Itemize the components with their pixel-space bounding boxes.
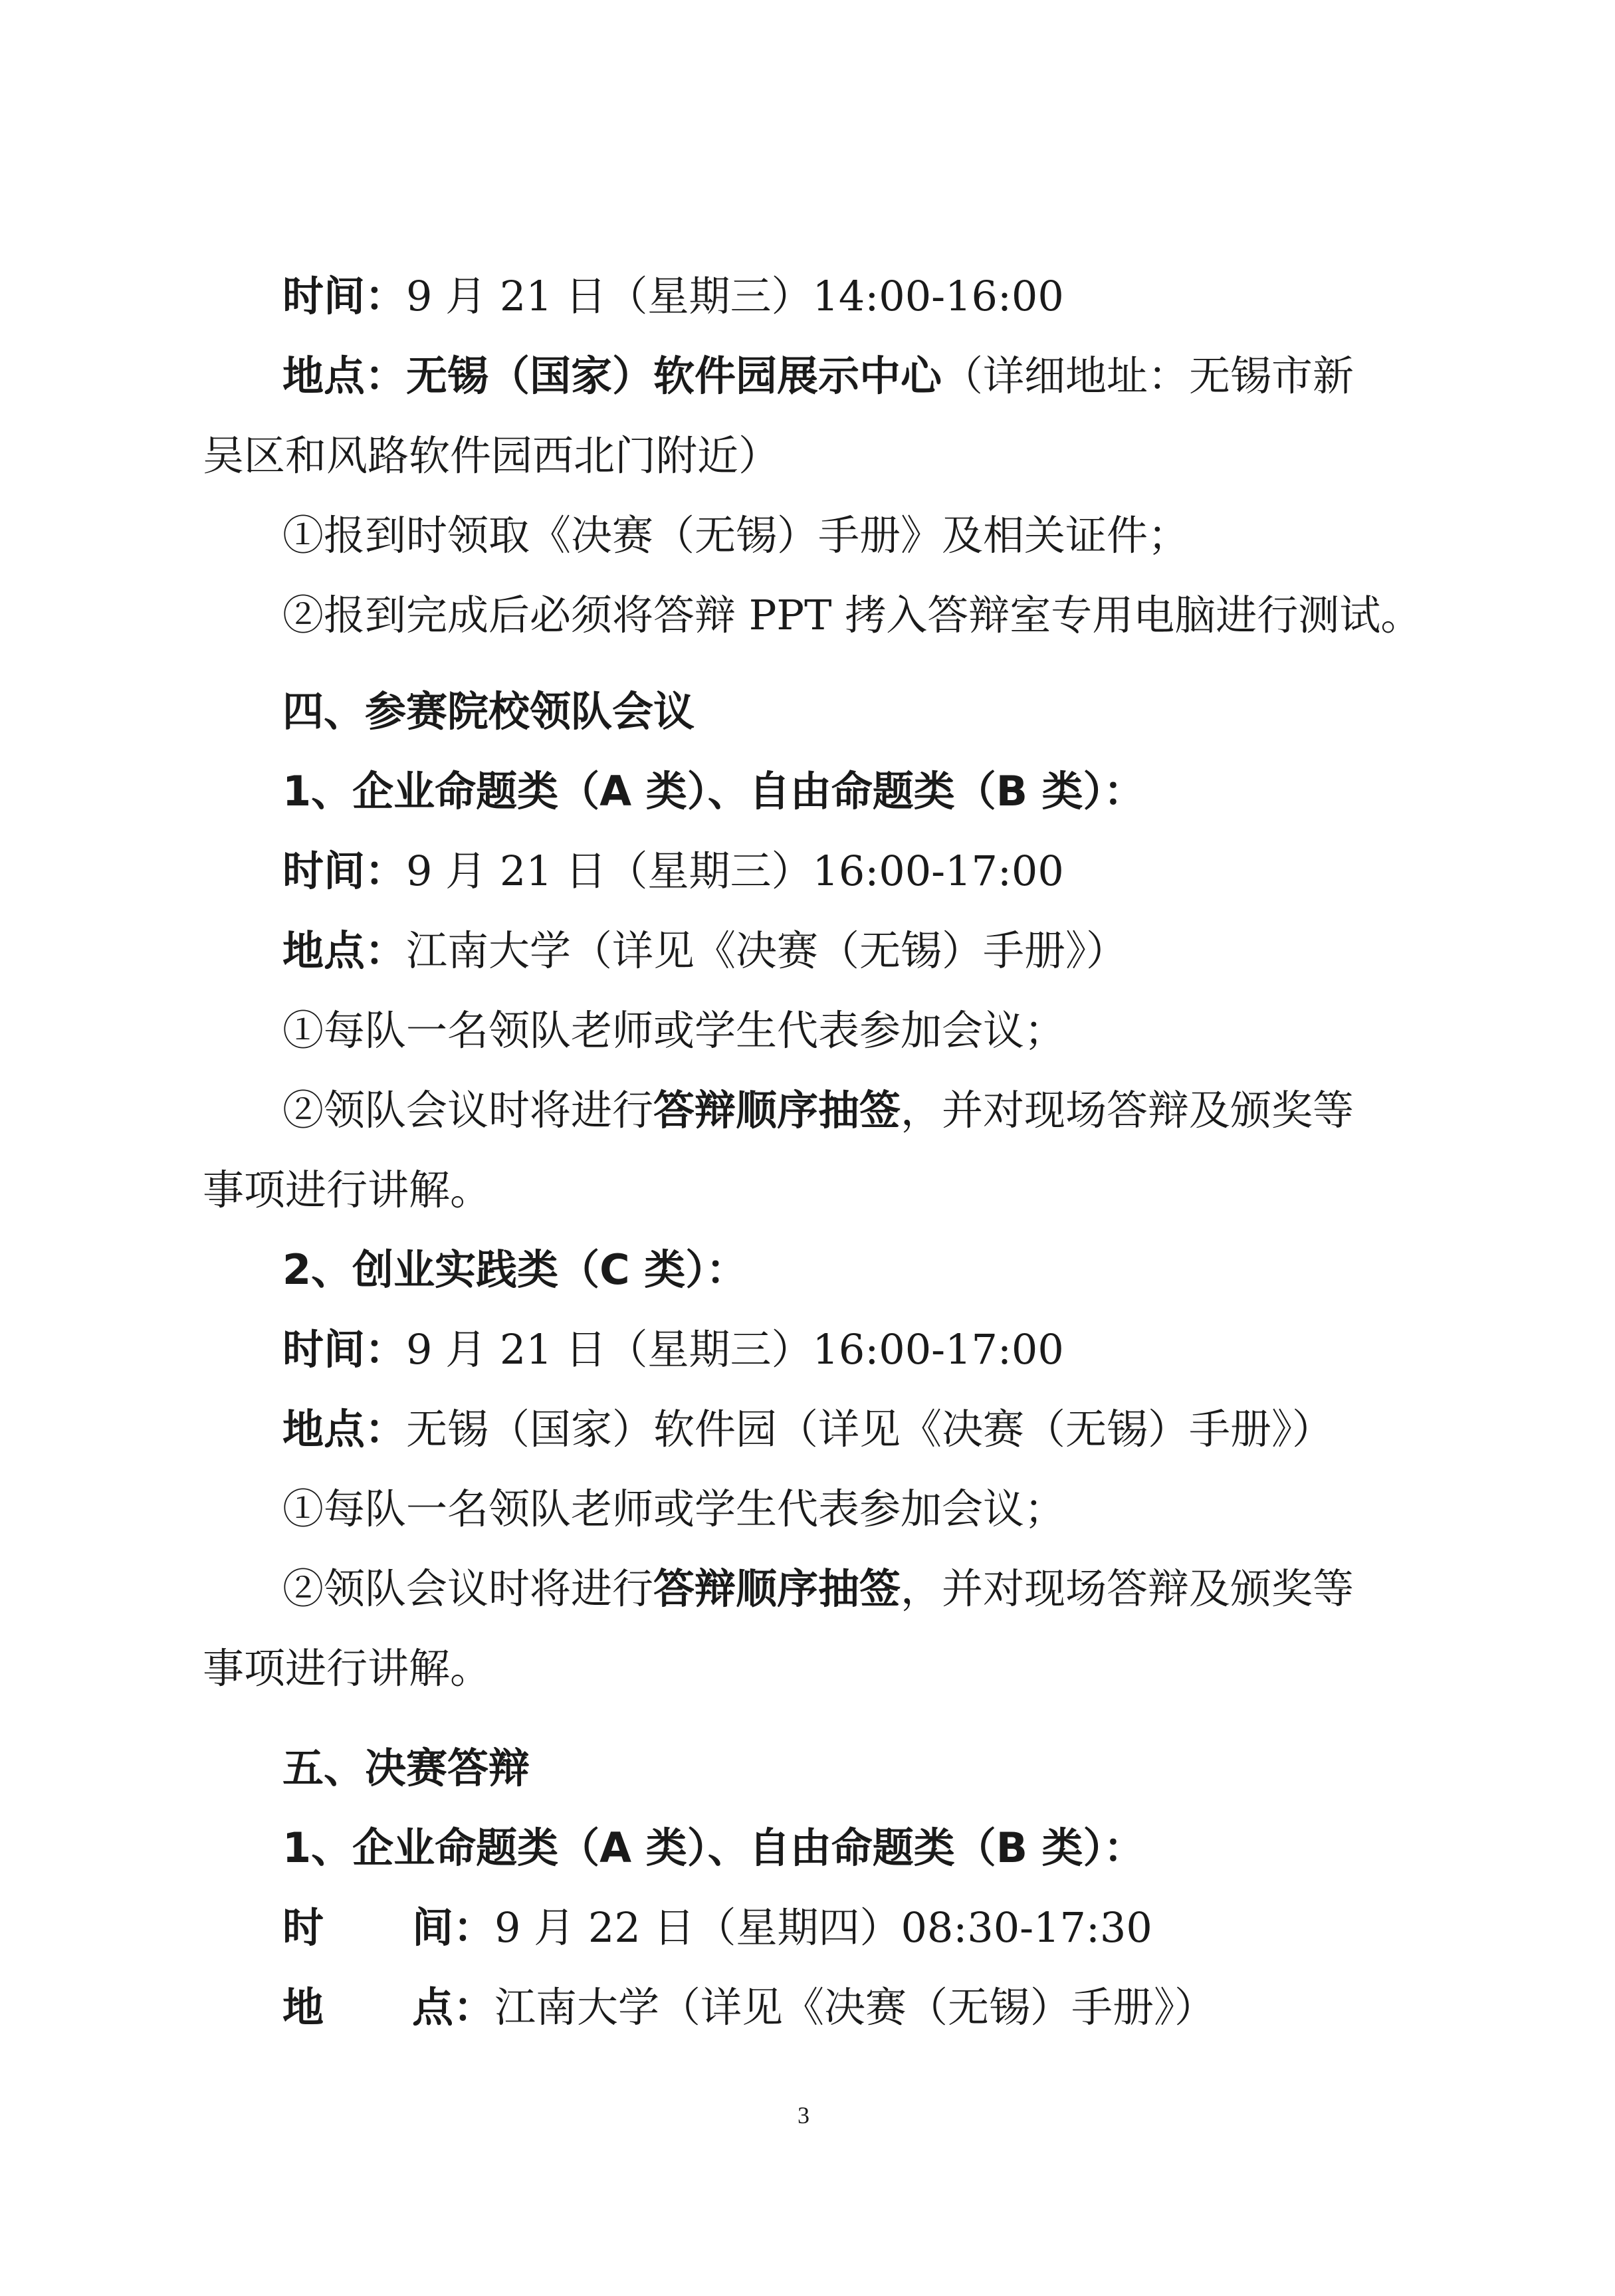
place-label: 地点： bbox=[282, 352, 407, 400]
place-value: 江南大学（详见《决赛（无锡）手册》） bbox=[406, 926, 1128, 975]
section-4-sub1-title bbox=[282, 767, 1145, 815]
registration-note-1 bbox=[282, 511, 1190, 560]
subheading-text: 1、企业命题类（A 类）、自由命题类（B 类）： bbox=[282, 1824, 1145, 1872]
note-text-post: ，并对现场答辩及颁奖等 bbox=[901, 1086, 1354, 1134]
time-value: 9 月 21 日（星期三）16:00-17:00 bbox=[406, 1325, 1064, 1374]
time-value: 9 月 22 日（星期四）08:30-17:30 bbox=[494, 1903, 1152, 1952]
time-label: 时间： bbox=[282, 847, 407, 895]
place-label-first-char: 地 bbox=[282, 1983, 324, 2032]
place-cont-text: 吴区和风路软件园西北门附近） bbox=[203, 431, 780, 480]
section-5-sub1-time bbox=[282, 1903, 1152, 1952]
section-4-sub2-time bbox=[282, 1325, 1064, 1374]
registration-time-line bbox=[282, 272, 1064, 320]
time-value: 9 月 21 日（星期三）14:00-16:00 bbox=[406, 272, 1064, 320]
note-text-cont: 事项进行讲解。 bbox=[203, 1166, 492, 1214]
registration-note-2 bbox=[282, 591, 1422, 639]
section-4-sub2-title bbox=[282, 1245, 748, 1294]
time-label: 时间： bbox=[282, 272, 407, 320]
section-4-sub1-note-2-cont bbox=[203, 1166, 492, 1214]
section-4-sub2-note-1 bbox=[282, 1485, 1066, 1533]
section-4-sub2-note-2-cont bbox=[203, 1644, 492, 1693]
place-value-bold: 无锡（国家）软件园展示中心 bbox=[406, 352, 942, 400]
note-text-bold: 答辩顺序抽签 bbox=[653, 1564, 901, 1613]
page-number: 3 bbox=[798, 2102, 809, 2129]
time-value: 9 月 21 日（星期三）16:00-17:00 bbox=[406, 847, 1064, 895]
note-text-post: ，并对现场答辩及颁奖等 bbox=[901, 1564, 1354, 1613]
section-4-sub1-note-2 bbox=[282, 1086, 1354, 1134]
note-text-cont: 事项进行讲解。 bbox=[203, 1644, 492, 1693]
section-4-sub1-note-1 bbox=[282, 1006, 1066, 1055]
place-label-second-char: 点： bbox=[412, 1983, 495, 2032]
time-label-second-char: 间： bbox=[412, 1903, 495, 1952]
section-5-sub1-place bbox=[282, 1983, 1216, 2032]
note-text: ①每队一名领队老师或学生代表参加会议； bbox=[282, 1006, 1066, 1055]
section-4-heading bbox=[282, 687, 695, 736]
place-label: 地点： bbox=[282, 1405, 407, 1453]
section-5-sub1-title bbox=[282, 1824, 1145, 1872]
place-value: 江南大学（详见《决赛（无锡）手册》） bbox=[494, 1983, 1216, 2032]
heading-text: 四、参赛院校领队会议 bbox=[282, 687, 695, 736]
subheading-text: 1、企业命题类（A 类）、自由命题类（B 类）： bbox=[282, 767, 1145, 815]
heading-text: 五、决赛答辩 bbox=[282, 1744, 530, 1792]
registration-place-continuation bbox=[203, 431, 780, 480]
place-value: 无锡（国家）软件园（详见《决赛（无锡）手册》） bbox=[406, 1405, 1334, 1453]
place-value-rest: （详细地址：无锡市新 bbox=[942, 352, 1354, 400]
time-label-first-char: 时 bbox=[282, 1903, 324, 1952]
time-label: 时间： bbox=[282, 1325, 407, 1374]
section-4-sub1-place bbox=[282, 926, 1128, 975]
section-4-sub2-note-2 bbox=[282, 1564, 1354, 1613]
section-4-sub2-place bbox=[282, 1405, 1334, 1453]
registration-place-line bbox=[282, 352, 1354, 400]
section-4-sub1-time bbox=[282, 847, 1064, 895]
note-text: ①每队一名领队老师或学生代表参加会议； bbox=[282, 1485, 1066, 1533]
section-5-heading bbox=[282, 1744, 530, 1792]
note-text: ①报到时领取《决赛（无锡）手册》及相关证件； bbox=[282, 511, 1190, 560]
note-text-bold: 答辩顺序抽签 bbox=[653, 1086, 901, 1134]
subheading-text: 2、创业实践类（C 类）： bbox=[282, 1245, 748, 1294]
note-text-pre: ②领队会议时将进行 bbox=[282, 1564, 654, 1613]
note-text-pre: ②领队会议时将进行 bbox=[282, 1086, 654, 1134]
place-label: 地点： bbox=[282, 926, 407, 975]
note-text: ②报到完成后必须将答辩 PPT 拷入答辩室专用电脑进行测试。 bbox=[282, 591, 1422, 639]
